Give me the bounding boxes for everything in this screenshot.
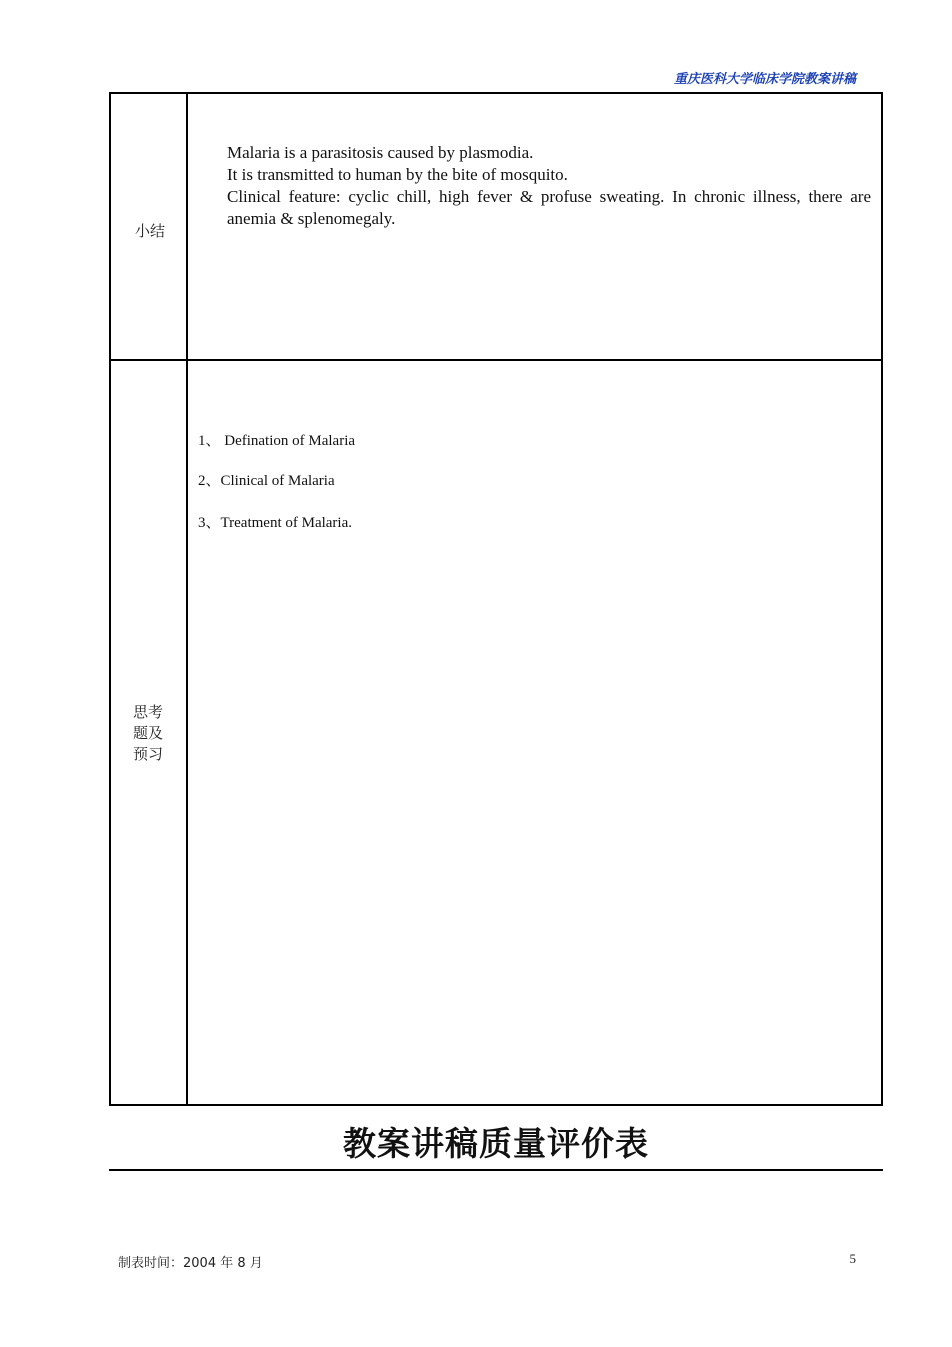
summary-line: Clinical feature: cyclic chill, high fever & profuse sweating. In chronic illness, there are anemia & splenomegaly. <box>227 187 871 228</box>
summary-content-cell <box>188 94 881 359</box>
page-number: 5 <box>849 1251 856 1266</box>
lesson-table <box>109 92 883 1106</box>
list-item: 2、Clinical of Malaria <box>198 473 335 489</box>
list-item: 1、 Defination of Malaria <box>198 433 356 449</box>
summary-line: It is transmitted to human by the bite of mosquito. <box>227 165 568 184</box>
footer-date: 制表时间：2004 年 8 月 <box>118 1256 263 1271</box>
questions-row <box>111 361 881 1104</box>
questions-label: 思考题及预习 <box>133 703 164 763</box>
summary-text <box>227 142 871 230</box>
summary-label-cell <box>111 94 188 359</box>
questions-content-cell <box>188 361 881 1104</box>
title-underline <box>109 1169 883 1171</box>
document-header-title: 重庆医科大学临床学院教案讲稿 <box>673 72 856 87</box>
summary-row <box>111 94 881 361</box>
summary-label: 小结 <box>135 222 166 240</box>
list-item: 3、Treatment of Malaria. <box>198 515 352 531</box>
evaluation-title: 教案讲稿质量评价表 <box>343 1124 649 1163</box>
summary-line: Malaria is a parasitosis caused by plasmodia. <box>227 143 534 162</box>
questions-label-cell <box>111 361 188 1104</box>
